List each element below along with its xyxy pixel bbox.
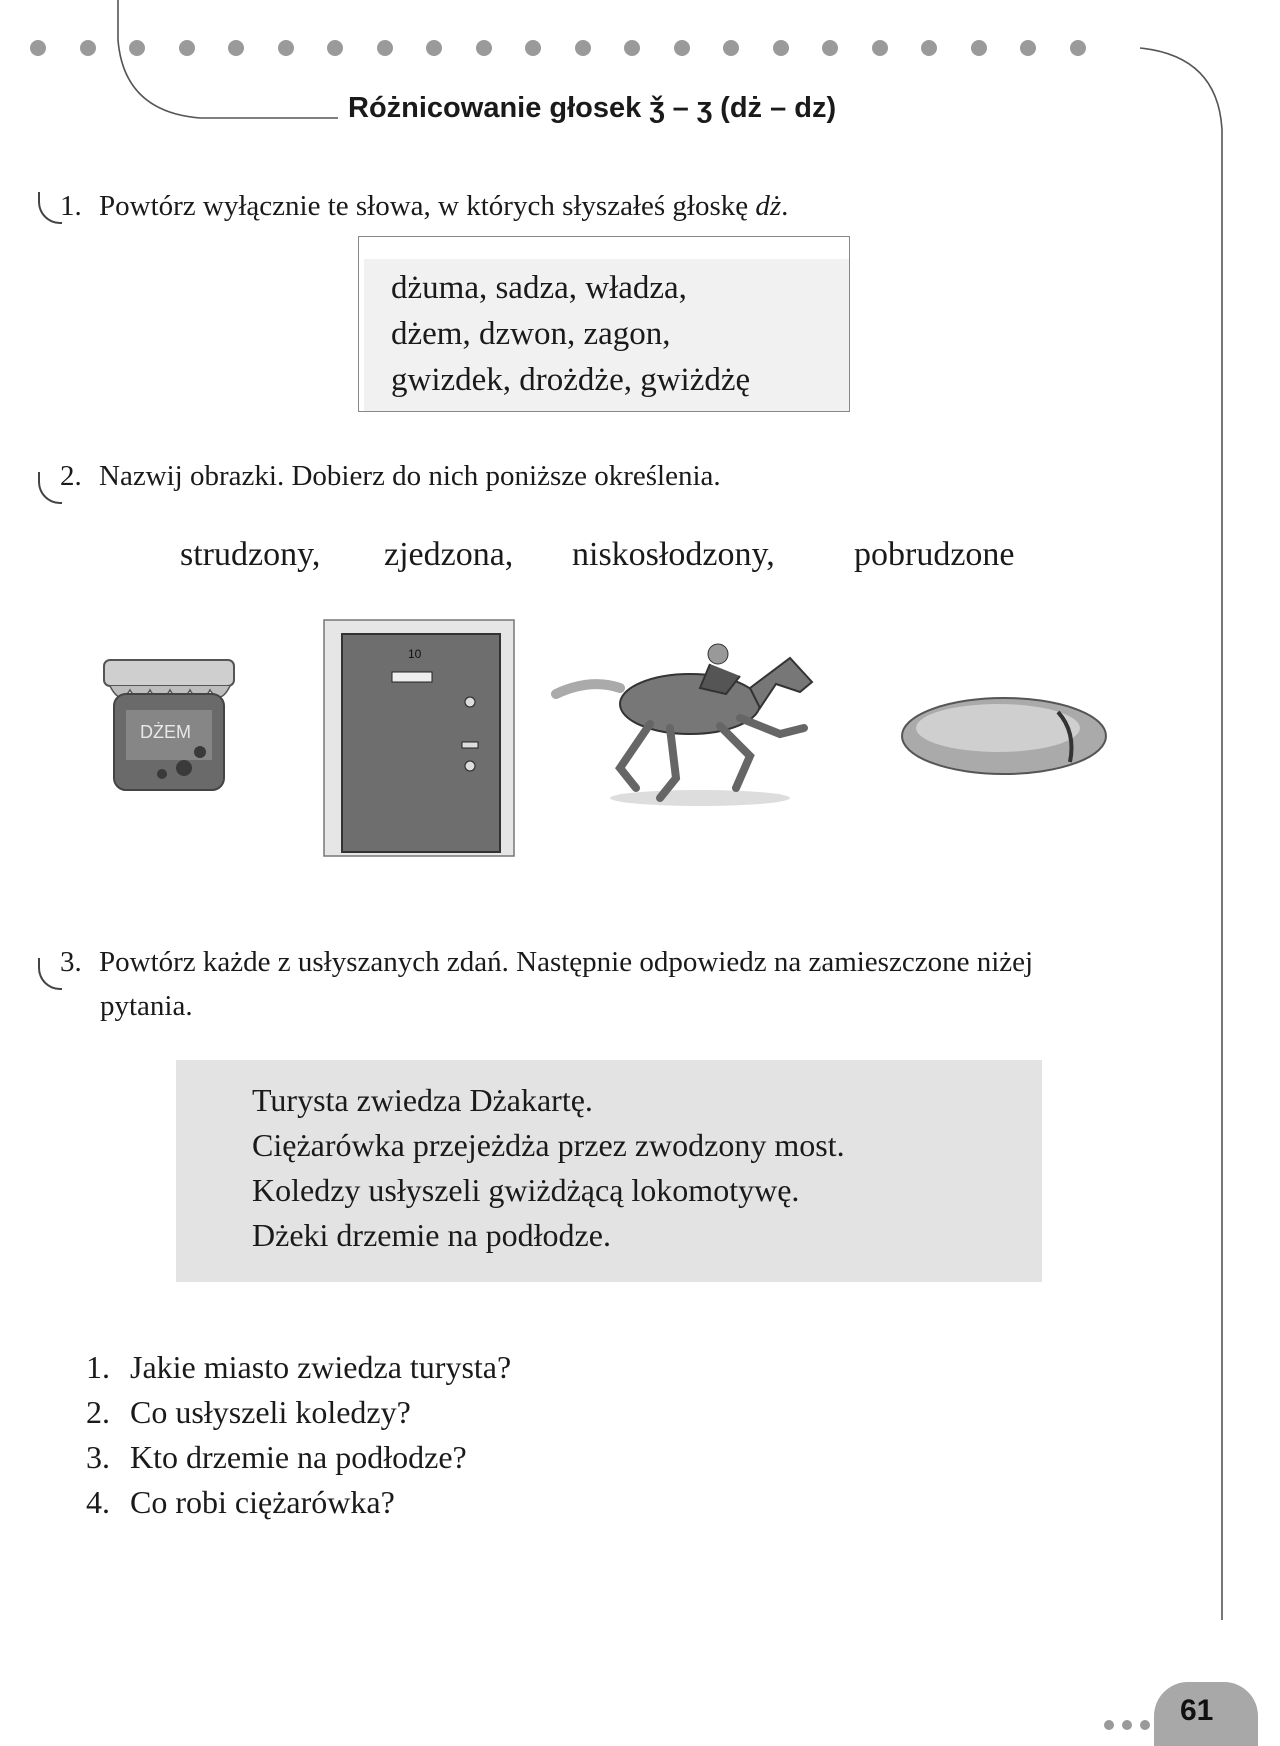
decorative-dot [80, 40, 96, 56]
word-line: dżuma, sadza, władza, [391, 270, 687, 306]
decorative-dot [624, 40, 640, 56]
decorative-dot [426, 40, 442, 56]
decorative-dot [723, 40, 739, 56]
task1-number: 1. [60, 190, 82, 222]
task1-emphasis: dż [755, 190, 782, 222]
word-line: gwizdek, drożdże, gwiżdżę [391, 362, 751, 398]
footer-dots [1104, 1718, 1154, 1732]
question: 4. Co robi ciężarówka? [86, 1484, 395, 1520]
task2-text: Nazwij obrazki. Dobierz do nich poniższe określenia. [99, 460, 721, 492]
sentence: Dżeki drzemie na podłodze. [252, 1217, 611, 1253]
word-line: dżem, dzwon, zagon, [391, 316, 671, 352]
decorative-dot [674, 40, 690, 56]
decorative-dot [773, 40, 789, 56]
decorative-dot [921, 40, 937, 56]
question: 3. Kto drzemie na podłodze? [86, 1439, 467, 1475]
decorative-dot [129, 40, 145, 56]
task1-instruction: 1. Powtórz wyłącznie te słowa, w których słyszałeś głoskę dż. [60, 190, 789, 222]
decorative-dot [1070, 40, 1086, 56]
racehorse-icon [550, 638, 844, 810]
adjective: zjedzona, [384, 536, 514, 573]
decorative-dot [525, 40, 541, 56]
decorative-dot [971, 40, 987, 56]
task3-text: Powtórz każde z usłyszanych zdań. Następnie odpowiedz na zamieszczone niżej [99, 946, 1034, 978]
page-number-tab [1154, 1682, 1258, 1746]
decorative-dot [228, 40, 244, 56]
task2-instruction [60, 460, 721, 493]
decorative-dot [575, 40, 591, 56]
task2-number: 2. [60, 460, 82, 492]
task3-number: 3. [60, 946, 82, 978]
question: 2. Co usłyszeli koledzy? [86, 1394, 411, 1430]
decorative-dot [327, 40, 343, 56]
sentence-list [252, 1078, 845, 1258]
page-title: Różnicowanie głosek ǯ – ʒ (dż – dz) [348, 92, 837, 124]
decorative-dot [1020, 40, 1036, 56]
task3-instruction-cont: pytania. [100, 990, 193, 1022]
adjective: strudzony, [180, 536, 321, 573]
bread-loaf-icon [898, 692, 1110, 778]
task3-instruction [60, 946, 1033, 979]
task1-text: Powtórz wyłącznie te słowa, w których słyszałeś głoskę [99, 190, 749, 222]
word-box [358, 236, 850, 412]
decorative-dot [872, 40, 888, 56]
adjective: niskosłodzony, [572, 536, 775, 573]
door-icon [322, 618, 518, 860]
sentence: Turysta zwiedza Dżakartę. [252, 1082, 593, 1118]
sentence: Ciężarówka przejeżdża przez zwodzony most. [252, 1127, 845, 1163]
decorative-dot [476, 40, 492, 56]
sentence: Koledzy usłyszeli gwiżdżącą lokomotywę. [252, 1172, 800, 1208]
word-list [391, 265, 750, 403]
question: 1. Jakie miasto zwiedza turysta? [86, 1349, 512, 1385]
decorative-dot [377, 40, 393, 56]
decorative-dots-row [30, 36, 1110, 60]
page-number: 61 [1180, 1694, 1214, 1727]
decorative-dot [822, 40, 838, 56]
decorative-dot [179, 40, 195, 56]
decorative-dot [30, 40, 46, 56]
jam-label: DŻEM [140, 722, 191, 742]
jam-jar-icon [100, 656, 240, 796]
question-list [86, 1345, 511, 1525]
decorative-dot [278, 40, 294, 56]
adjective: pobrudzone [854, 536, 1015, 573]
door-number: 10 [408, 647, 422, 661]
